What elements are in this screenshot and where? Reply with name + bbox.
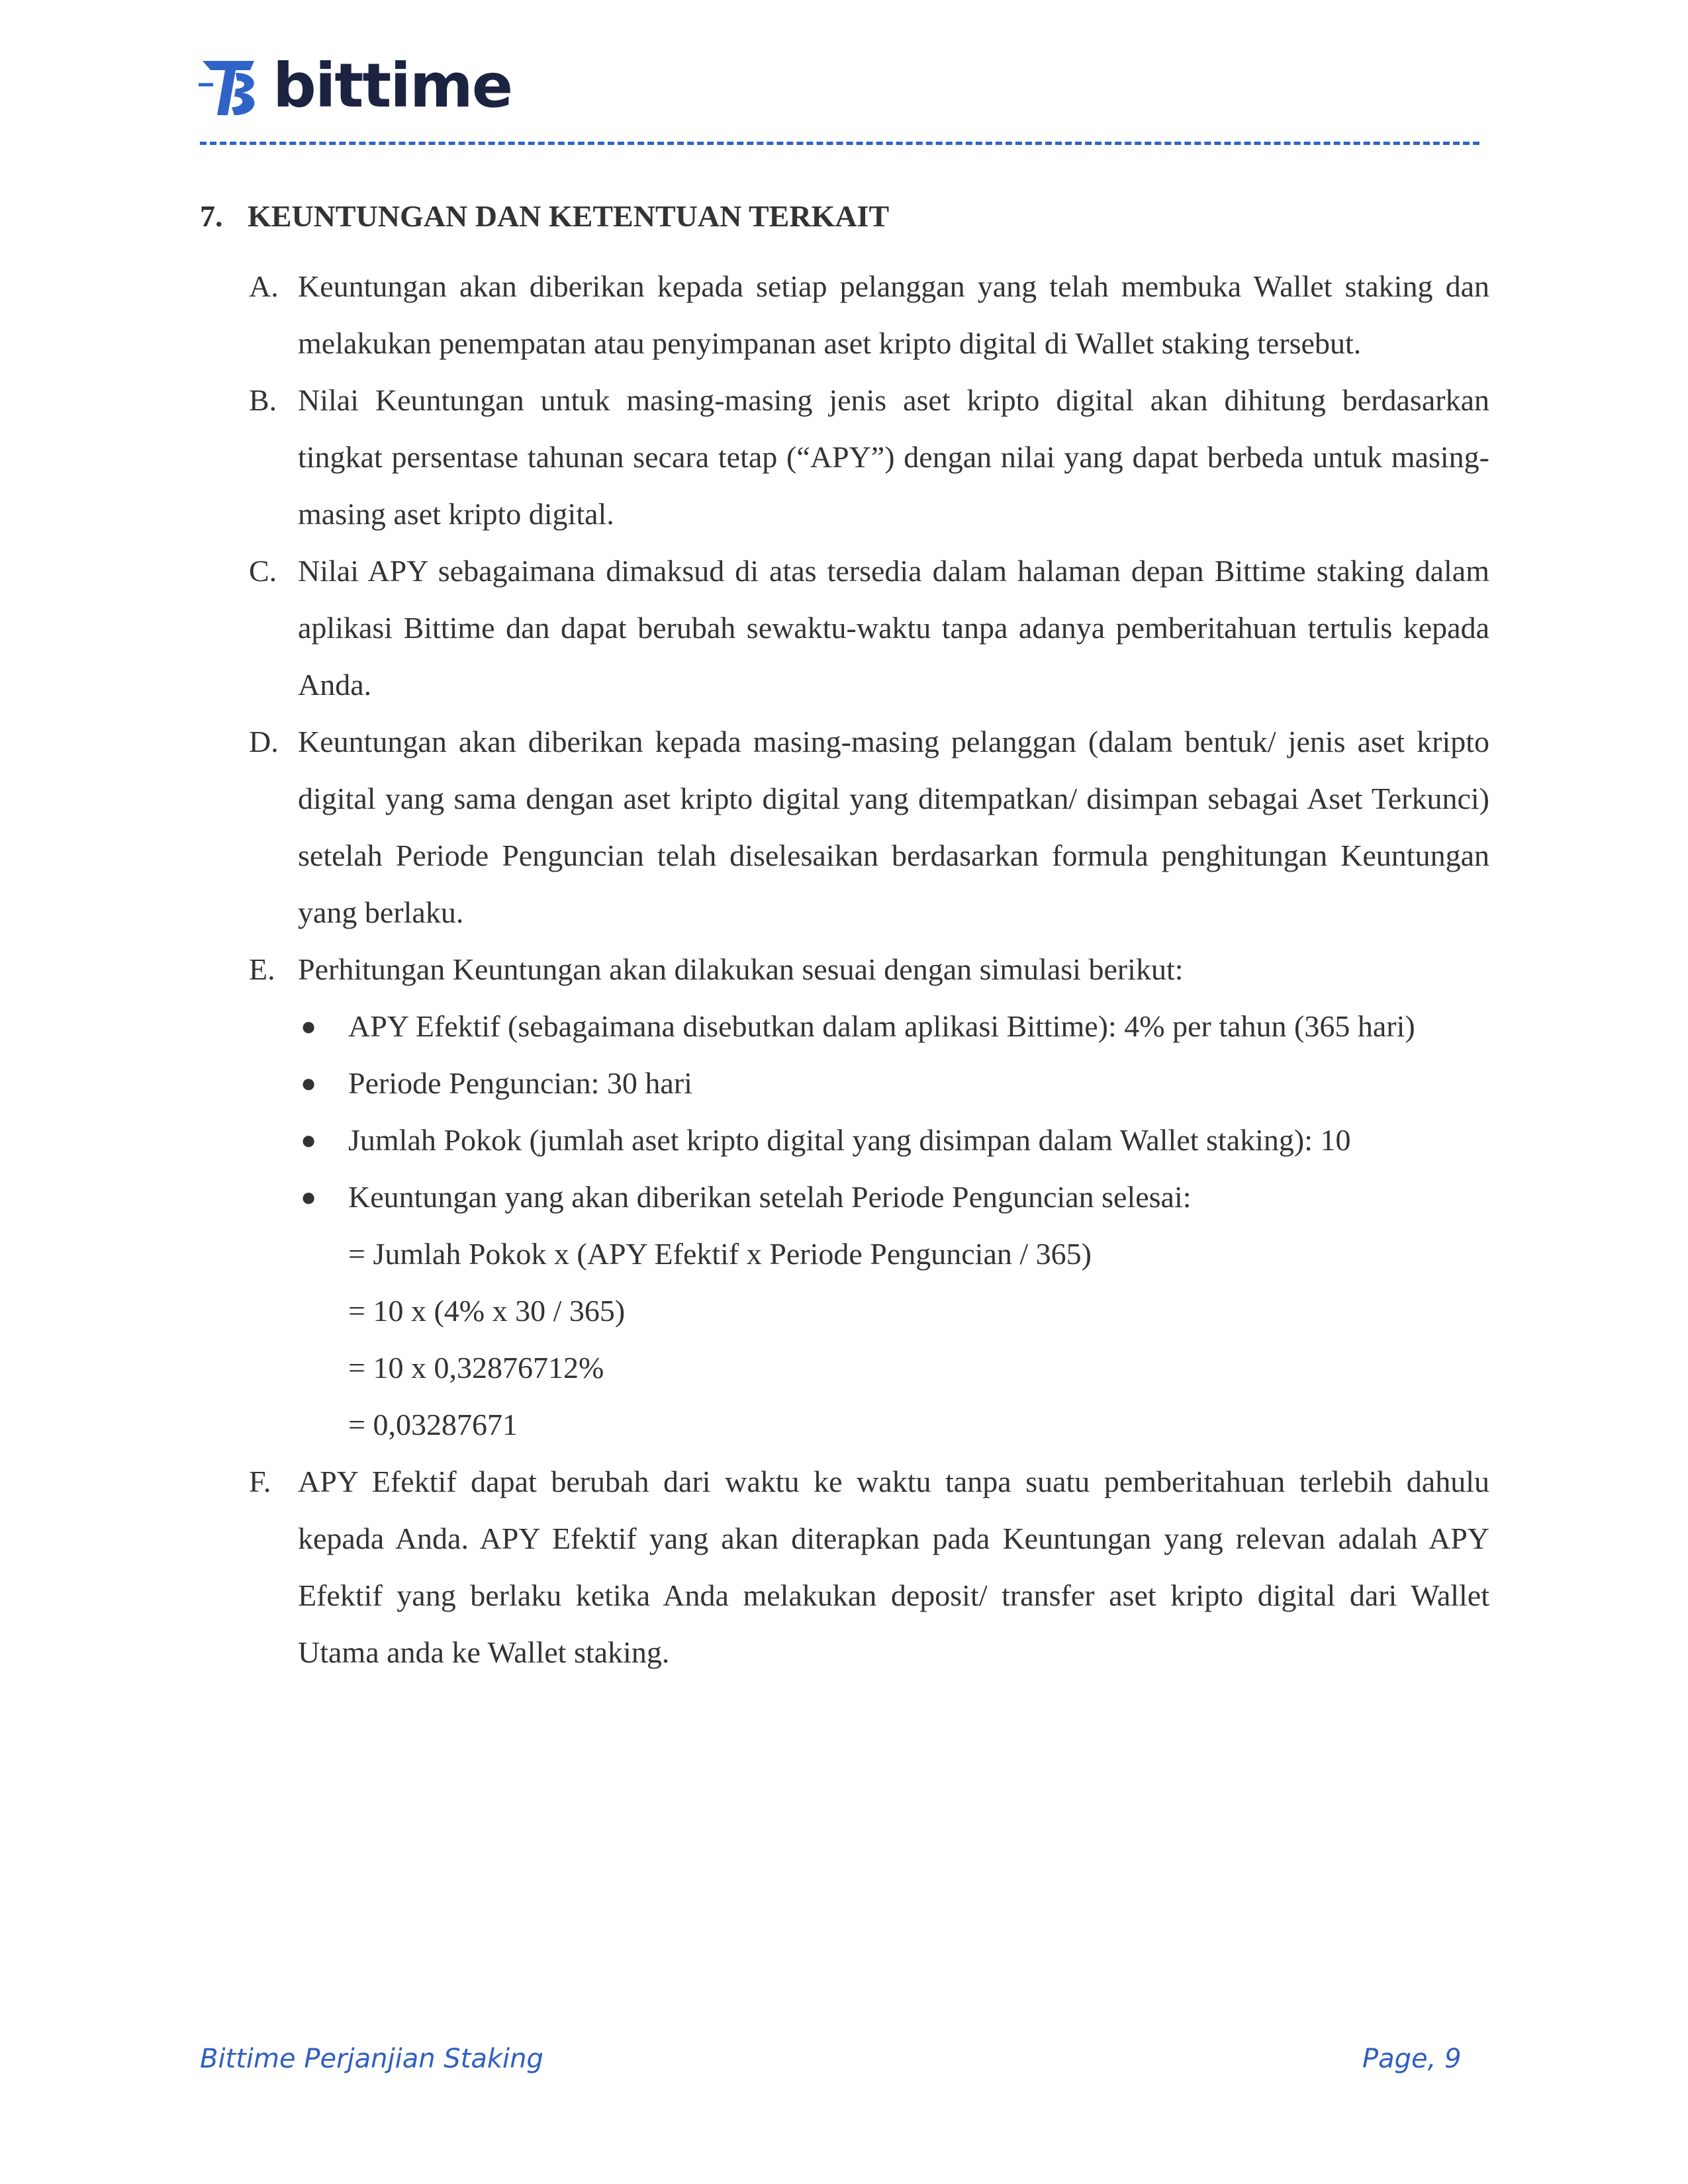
bullet-item (249, 1169, 1489, 1226)
bullet-text: Keuntungan yang akan diberikan setelah Periode Penguncian selesai: (348, 1180, 1192, 1214)
list-item (249, 713, 1489, 941)
header-divider (200, 142, 1479, 145)
item-marker: A. (249, 269, 279, 303)
bullet-icon: ● (301, 1068, 317, 1098)
bullet-item (249, 1112, 1489, 1169)
item-text: APY Efektif dapat berubah dari waktu ke waktu tanpa suatu pemberitahuan terlebih dahulu kepada Anda. APY Efektif yang akan diterapkan pada Keuntungan yang relevan adalah APY Efektif yang berlaku ketika Anda melakukan deposit/ transfer aset kripto digital dari Wallet Utama anda ke Wallet staking. (298, 1465, 1489, 1669)
item-text: Keuntungan akan diberikan kepada masing-masing pelanggan (dalam bentuk/ jenis aset kripto digital yang sama dengan aset kripto digital yang ditempatkan/ disimpan sebagai Aset Terkunci) setelah Periode Penguncian telah diselesaikan berdasarkan formula penghitungan Keuntungan yang berlaku. (298, 725, 1489, 929)
list-item (249, 1453, 1489, 1681)
formula-line: = 10 x (4% x 30 / 365) (348, 1294, 626, 1328)
bullet-text: Jumlah Pokok (jumlah aset kripto digital yang disimpan dalam Wallet staking): 10 (348, 1123, 1351, 1157)
list-item (249, 372, 1489, 543)
list-item (249, 258, 1489, 372)
formula-line: = 0,03287671 (348, 1408, 518, 1441)
bullet-icon: ● (301, 1011, 317, 1041)
item-marker: E. (249, 952, 275, 986)
simulation-bullet-list (249, 998, 1489, 1453)
item-text: Keuntungan akan diberikan kepada setiap pelanggan yang telah membuka Wallet staking dan melakukan penempatan atau penyimpanan aset kripto digital di Wallet staking tersebut. (298, 269, 1489, 360)
item-text: Nilai APY sebagaimana dimaksud di atas tersedia dalam halaman depan Bittime staking dalam aplikasi Bittime dan dapat berubah sewaktu-waktu tanpa adanya pemberitahuan tertulis kepada Anda. (298, 554, 1489, 702)
section-content (249, 258, 1489, 1681)
footer-document-title: Bittime Perjanjian Staking (200, 2044, 543, 2074)
bittime-logo (197, 46, 512, 126)
formula-line: = 10 x 0,32876712% (348, 1351, 604, 1385)
bullet-icon: ● (301, 1125, 317, 1155)
item-text: Nilai Keuntungan untuk masing-masing jenis aset kripto digital akan dihitung berdasarkan tingkat persentase tahunan secara tetap (“APY”) dengan nilai yang dapat berbeda untuk masing-masing aset kripto digital. (298, 383, 1489, 531)
bittime-logo-icon (197, 46, 263, 126)
bullet-text: APY Efektif (sebagaimana disebutkan dalam aplikasi Bittime): 4% per tahun (365 hari) (348, 1009, 1415, 1043)
item-marker: D. (249, 725, 279, 758)
bullet-text: Periode Penguncian: 30 hari (348, 1066, 692, 1100)
logo-wordmark: bittime (273, 50, 512, 121)
bullet-item (249, 998, 1489, 1055)
item-marker: B. (249, 383, 277, 417)
list-item (249, 543, 1489, 713)
footer-page-number: Page, 9 (1362, 2044, 1462, 2074)
item-text: Perhitungan Keuntungan akan dilakukan sesuai dengan simulasi berikut: (298, 952, 1184, 986)
formula-line: = Jumlah Pokok x (APY Efektif x Periode Penguncian / 365) (348, 1237, 1092, 1271)
bullet-item (249, 1055, 1489, 1112)
item-marker: C. (249, 554, 277, 588)
list-item (249, 941, 1489, 998)
bullet-icon: ● (301, 1182, 317, 1212)
item-marker: F. (249, 1465, 271, 1498)
section-heading (200, 199, 889, 234)
section-number: 7. (200, 199, 223, 233)
section-title: KEUNTUNGAN DAN KETENTUAN TERKAIT (248, 199, 890, 233)
